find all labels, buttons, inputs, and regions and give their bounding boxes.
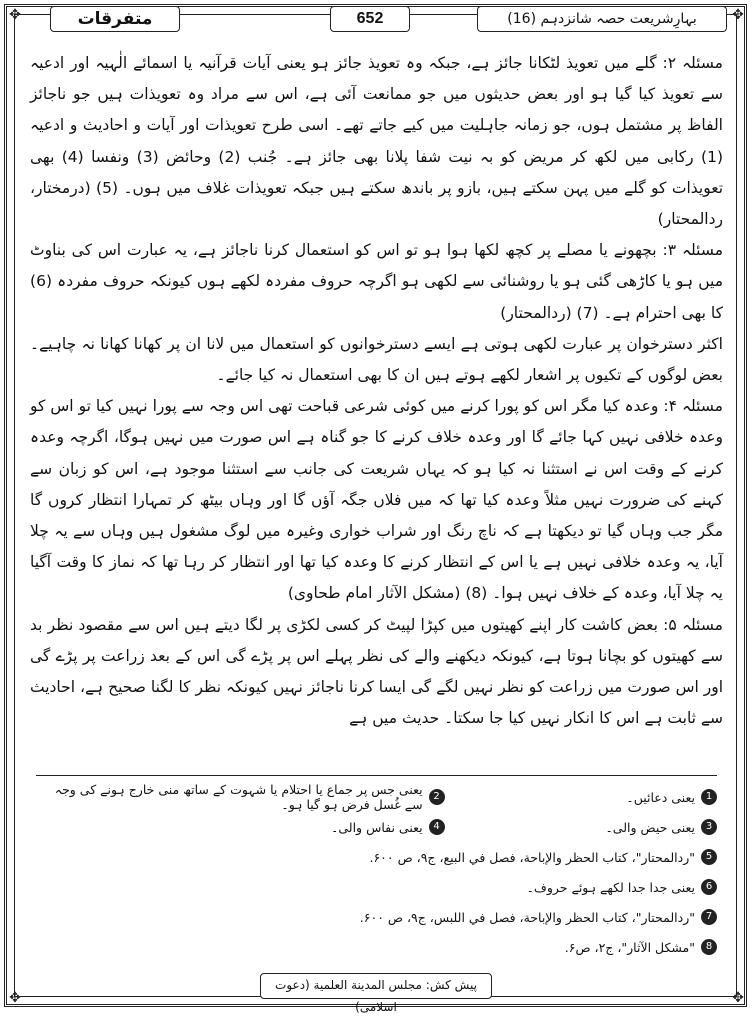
footnote <box>36 879 717 895</box>
footnote-number: 2 <box>429 789 445 805</box>
footnote-row <box>36 872 717 902</box>
dastarkhwan-paragraph: اکثر دسترخوان پر عبارت لکھی ہوتی ہے ایسے دسترخوانوں کو استعمال میں لانا ان پر کھانا کھانا نہ چاہیے۔ بعض لوگوں کے تکیوں پر اشعار لکھے ہوتے ہیں ان کا بھی استعمال نہ کیا جائے۔ <box>30 334 723 385</box>
masala-5-paragraph: مسئلہ ۵: بعض کاشت کار اپنے کھیتوں میں کپڑا لپیٹ کر کسی لکڑی پر لگا دیتے ہیں اس سے مقصود نظر بد سے کھیتوں کو بچانا ہوتا ہے، کیونکہ دیکھنے والے کی نظر پہلے اس پر پڑے گی اس کے بعد زراعت پر پڑے گی اور اس صورت میں زراعت کو نظر نہیں لگے گی ایسا کرنا ناجائز نہیں کیونکہ نظر کا لگنا صحیح ہے، احادیث سے ثابت ہے اس کا انکار نہیں کیا جا سکتا۔ حدیث میں ہے <box>30 615 723 728</box>
footnote-number: 4 <box>429 819 445 835</box>
masala-3-paragraph: مسئلہ ۳: بچھونے یا مصلے پر کچھ لکھا ہوا ہو تو اس کو استعمال کرنا ناجائز ہے، یہ عبارت اس کی بناوٹ میں ہو یا کاڑھی گئی ہو یا روشنائی سے لکھی ہو اگرچہ حروف مفردہ لکھے ہوں کیونکہ حروف مفردہ (6) کا بھی احترام ہے۔ (7) (ردالمحتار) <box>30 241 723 322</box>
footnote-text: "ردالمحتار"، کتاب الحظر والإباحة، فصل في البیع، ج۹، ص ۶۰۰. <box>369 849 695 865</box>
corner-ornament-icon: ✥ <box>732 7 744 23</box>
footnote-text: یعنی جس پر جماع یا احتلام یا شہوت کے ساتھ منی خارج ہونے کی وجہ سے غُسل فرض ہو گیا ہو۔ <box>54 782 423 812</box>
footnote <box>445 789 717 805</box>
footnote-separator <box>36 775 717 776</box>
corner-ornament-icon: ✥ <box>9 990 21 1006</box>
footnote-text: یعنی جدا جدا لکھے ہوئے حروف۔ <box>526 879 695 895</box>
book-title: بہارِشریعت حصہ شانزدہم (16) <box>477 6 727 32</box>
footnotes <box>36 782 717 962</box>
footnote <box>36 909 717 925</box>
section-title: متفرقات <box>50 6 180 32</box>
footnote-text: یعنی دعائیں۔ <box>626 789 695 805</box>
footnote-number: 7 <box>701 909 717 925</box>
footnote-text: یعنی نفاس والی۔ <box>331 819 423 835</box>
footnote-number: 5 <box>701 849 717 865</box>
footnote-text: "ردالمحتار"، کتاب الحظر والإباحة، فصل في اللبس، ج۹، ص ۶۰۰. <box>359 909 695 925</box>
corner-ornament-icon: ✥ <box>732 990 744 1006</box>
footnote <box>36 849 717 865</box>
footnote-number: 6 <box>701 879 717 895</box>
footnote-row <box>36 782 717 812</box>
masala-2-paragraph: مسئلہ ۲: گلے میں تعویذ لٹکانا جائز ہے، جبکہ وہ تعویذ جائز ہو یعنی آیات قرآنیہ یا اسمائے الٰہیہ اور ادعیہ سے تعویذ کیا گیا ہو اور بعض حدیثوں میں جو ممانعت آئی ہے، اس سے مراد وہ تعویذات ہیں جو ناجائز الفاظ پر مشتمل ہوں، جو زمانہ جاہلیت میں کیے جاتے تھے۔ اسی طرح تعویذات اور آیات و احادیث و ادعیہ (1) رکابی میں لکھ کر مریض کو بہ نیت شفا پلانا بھی جائز ہے۔ جُنب (2) وحائض (3) ونفسا (4) بھی تعویذات کو گلے میں پہن سکتے ہیں، بازو پر باندھ سکتے ہیں جبکہ تعویذات غلاف میں ہوں۔ (5) (درمختار، ردالمحتار) <box>30 54 724 229</box>
footnote <box>36 939 717 955</box>
footnote-text: یعنی حیض والی۔ <box>605 819 695 835</box>
footnote <box>445 819 717 835</box>
corner-ornament-icon: ✥ <box>9 7 21 23</box>
footnote-number: 8 <box>701 939 717 955</box>
footnote <box>36 782 445 812</box>
footnote-number: 1 <box>701 789 717 805</box>
publisher-footer: پیش کش: مجلس المدینة العلمیة (دعوت اسلامی) <box>260 973 492 999</box>
footnote-row <box>36 902 717 932</box>
footnote-number: 3 <box>701 819 717 835</box>
masala-4-paragraph: مسئلہ ۴: وعدہ کیا مگر اس کو پورا کرنے میں کوئی شرعی قباحت تھی اس وجہ سے پورا نہیں کیا تو اس کو وعدہ خلافی نہیں کہا جائے گا اور وعدہ خلاف کرنے کا جو گناہ ہے اس صورت میں نہیں ہوگا، اگرچہ وعدہ کرنے کے وقت اس نے استثنا نہ کیا ہو کہ یہاں شریعت کی جانب سے استثنا موجود ہے، اس کو زبان سے کہنے کی ضرورت نہیں مثلاً وعدہ کیا تھا کہ میں فلاں جگہ آؤں گا اور وہاں بیٹھ کر تمہارا انتظار کروں گا مگر جب وہاں گیا تو دیکھتا ہے کہ ناچ رنگ اور شراب خواری وغیرہ میں لوگ مشغول ہیں وہاں سے یہ چلا آیا، یہ وعدہ خلافی نہیں ہے یا اس کے انتظار کرنے کا وعدہ کیا تھا اور انتظار کر رہا تھا کہ نماز کا وقت آگیا یہ چلا آیا، وعدہ کے خلاف نہیں ہوا۔ (8) (مشکل الآثار امام طحاوی) <box>30 397 723 603</box>
footnote-text: "مشکل الآثار"، ج۲، ص۶. <box>564 939 695 955</box>
page-header <box>20 6 733 36</box>
footnote-row <box>36 842 717 872</box>
page-number: 652 <box>330 6 410 32</box>
footnote-row <box>36 812 717 842</box>
main-text <box>30 48 723 734</box>
footnote <box>36 819 445 835</box>
footnote-row <box>36 932 717 962</box>
